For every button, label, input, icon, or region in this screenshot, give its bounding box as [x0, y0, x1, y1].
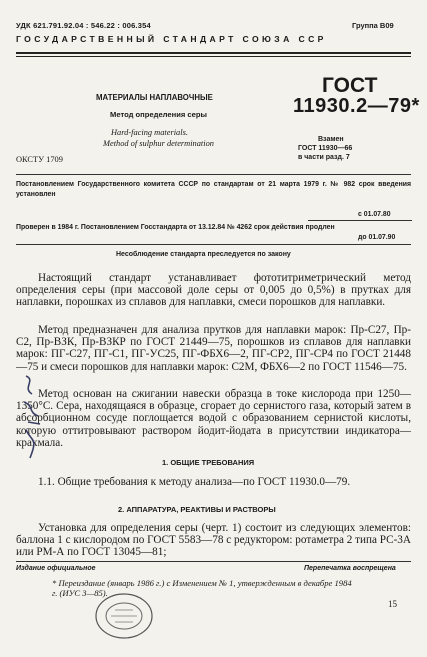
decree-rule [16, 244, 411, 245]
reprint-prohibited: Перепечатка воспрещена [304, 565, 396, 572]
library-stamp-icon [91, 590, 157, 642]
english-title-1: Hard-facing materials. [111, 128, 188, 137]
section-heading-general: 1. ОБЩИЕ ТРЕБОВАНИЯ [162, 458, 255, 467]
english-title-2: Method of sulphur determination [103, 139, 214, 148]
replaces-line-1: Взамен [318, 136, 344, 143]
gost-label: ГОСТ [322, 74, 378, 97]
udk-code: УДК 621.791.92.04 : 546.22 : 006.354 [16, 21, 151, 30]
middle-rule [16, 174, 411, 175]
replaces-line-3: в части разд. 7 [298, 154, 350, 161]
footer-rule [16, 561, 411, 562]
group-code: Группа В09 [352, 21, 394, 30]
date-rule [308, 220, 412, 221]
replaces-block [298, 135, 352, 162]
decree-date-end: до 01.07.90 [358, 234, 396, 241]
method-title: Метод определения серы [110, 110, 207, 119]
replaces-line-2: ГОСТ 11930—66 [298, 145, 353, 152]
okstu-code: ОКСТУ 1709 [16, 155, 63, 164]
paragraph-scope: Настоящий стандарт устанавливает фототитриметрический метод определения серы (при массовой доле серы от 0,005 до 0,5%) в прутках для наплавки, порошках из сплавов для наплавки, смеси порошков для наплавки. [16, 272, 411, 309]
paragraph-general-requirements: 1.1. Общие требования к методу анализа—по ГОСТ 11930.0—79. [38, 476, 351, 488]
section-heading-apparatus: 2. АППАРАТУРА, РЕАКТИВЫ И РАСТВОРЫ [118, 505, 276, 514]
reissue-footnote: * Переиздание (январь 1986 г.) с Изменением № 1, утвержденным в декабре 1984 г. (ИУС 3—85). [52, 578, 352, 598]
paragraph-purpose: Метод предназначен для анализа прутков для наплавки марок: Пр-С27, Пр-С2, Пр-ВЗК, Пр-ВЗКР по ГОСТ 21449—75, порошков из сплавов для наплавки марок: ПГ-С27, ПГ-С1, ПГ-УС25, ПГ-ФБХ6—2, ПГ-СР2, ПГ-СР4 по ГОСТ 21448—75 и смеси порошков для наплавки марок: С2М, ФБХ6—2 по ГОСТ 11546—75. [16, 324, 411, 373]
gost-number: 11930.2—79* [293, 95, 420, 117]
official-edition: Издание официальное [16, 565, 96, 572]
paragraph-apparatus: Установка для определения серы (черт. 1) состоит из следующих элементов: баллона 1 с кислородом по ГОСТ 5583—78 с редуктором: ротаметра 2 типа РС-3А или РМ-А по ГОСТ 13045—81; [16, 522, 411, 559]
handwritten-mark-icon [18, 372, 48, 462]
decree-text: Постановлением Государственного комитета СССР по стандартам от 21 марта 1979 г. № 982 срок введения установлен [16, 181, 411, 198]
top-rule [16, 52, 411, 54]
violation-note: Несоблюдение стандарта преследуется по закону [116, 251, 291, 258]
materials-title: МАТЕРИАЛЫ НАПЛАВОЧНЫЕ [96, 93, 213, 102]
top-rule-thin [16, 56, 411, 57]
decree-date-start: с 01.07.80 [358, 211, 391, 218]
page-number: 15 [388, 599, 397, 609]
extension-text: Проверен в 1984 г. Постановлением Госстандарта от 13.12.84 № 4262 срок действия продлен [16, 224, 335, 231]
paragraph-principle: Метод основан на сжигании навески образца в токе кислорода при 1250—1350°С. Сера, находящаяся в образце, сгорает до сернистого газа, который затем в абсорбционном сосуде поглощается водой с образованием сернистой кислоты, которую оттитровывают раствором йодит-йодата в присутствии индикатора—крахмала. [16, 388, 411, 449]
standard-title: ГОСУДАРСТВЕННЫЙ СТАНДАРТ СОЮЗА ССР [16, 34, 327, 44]
